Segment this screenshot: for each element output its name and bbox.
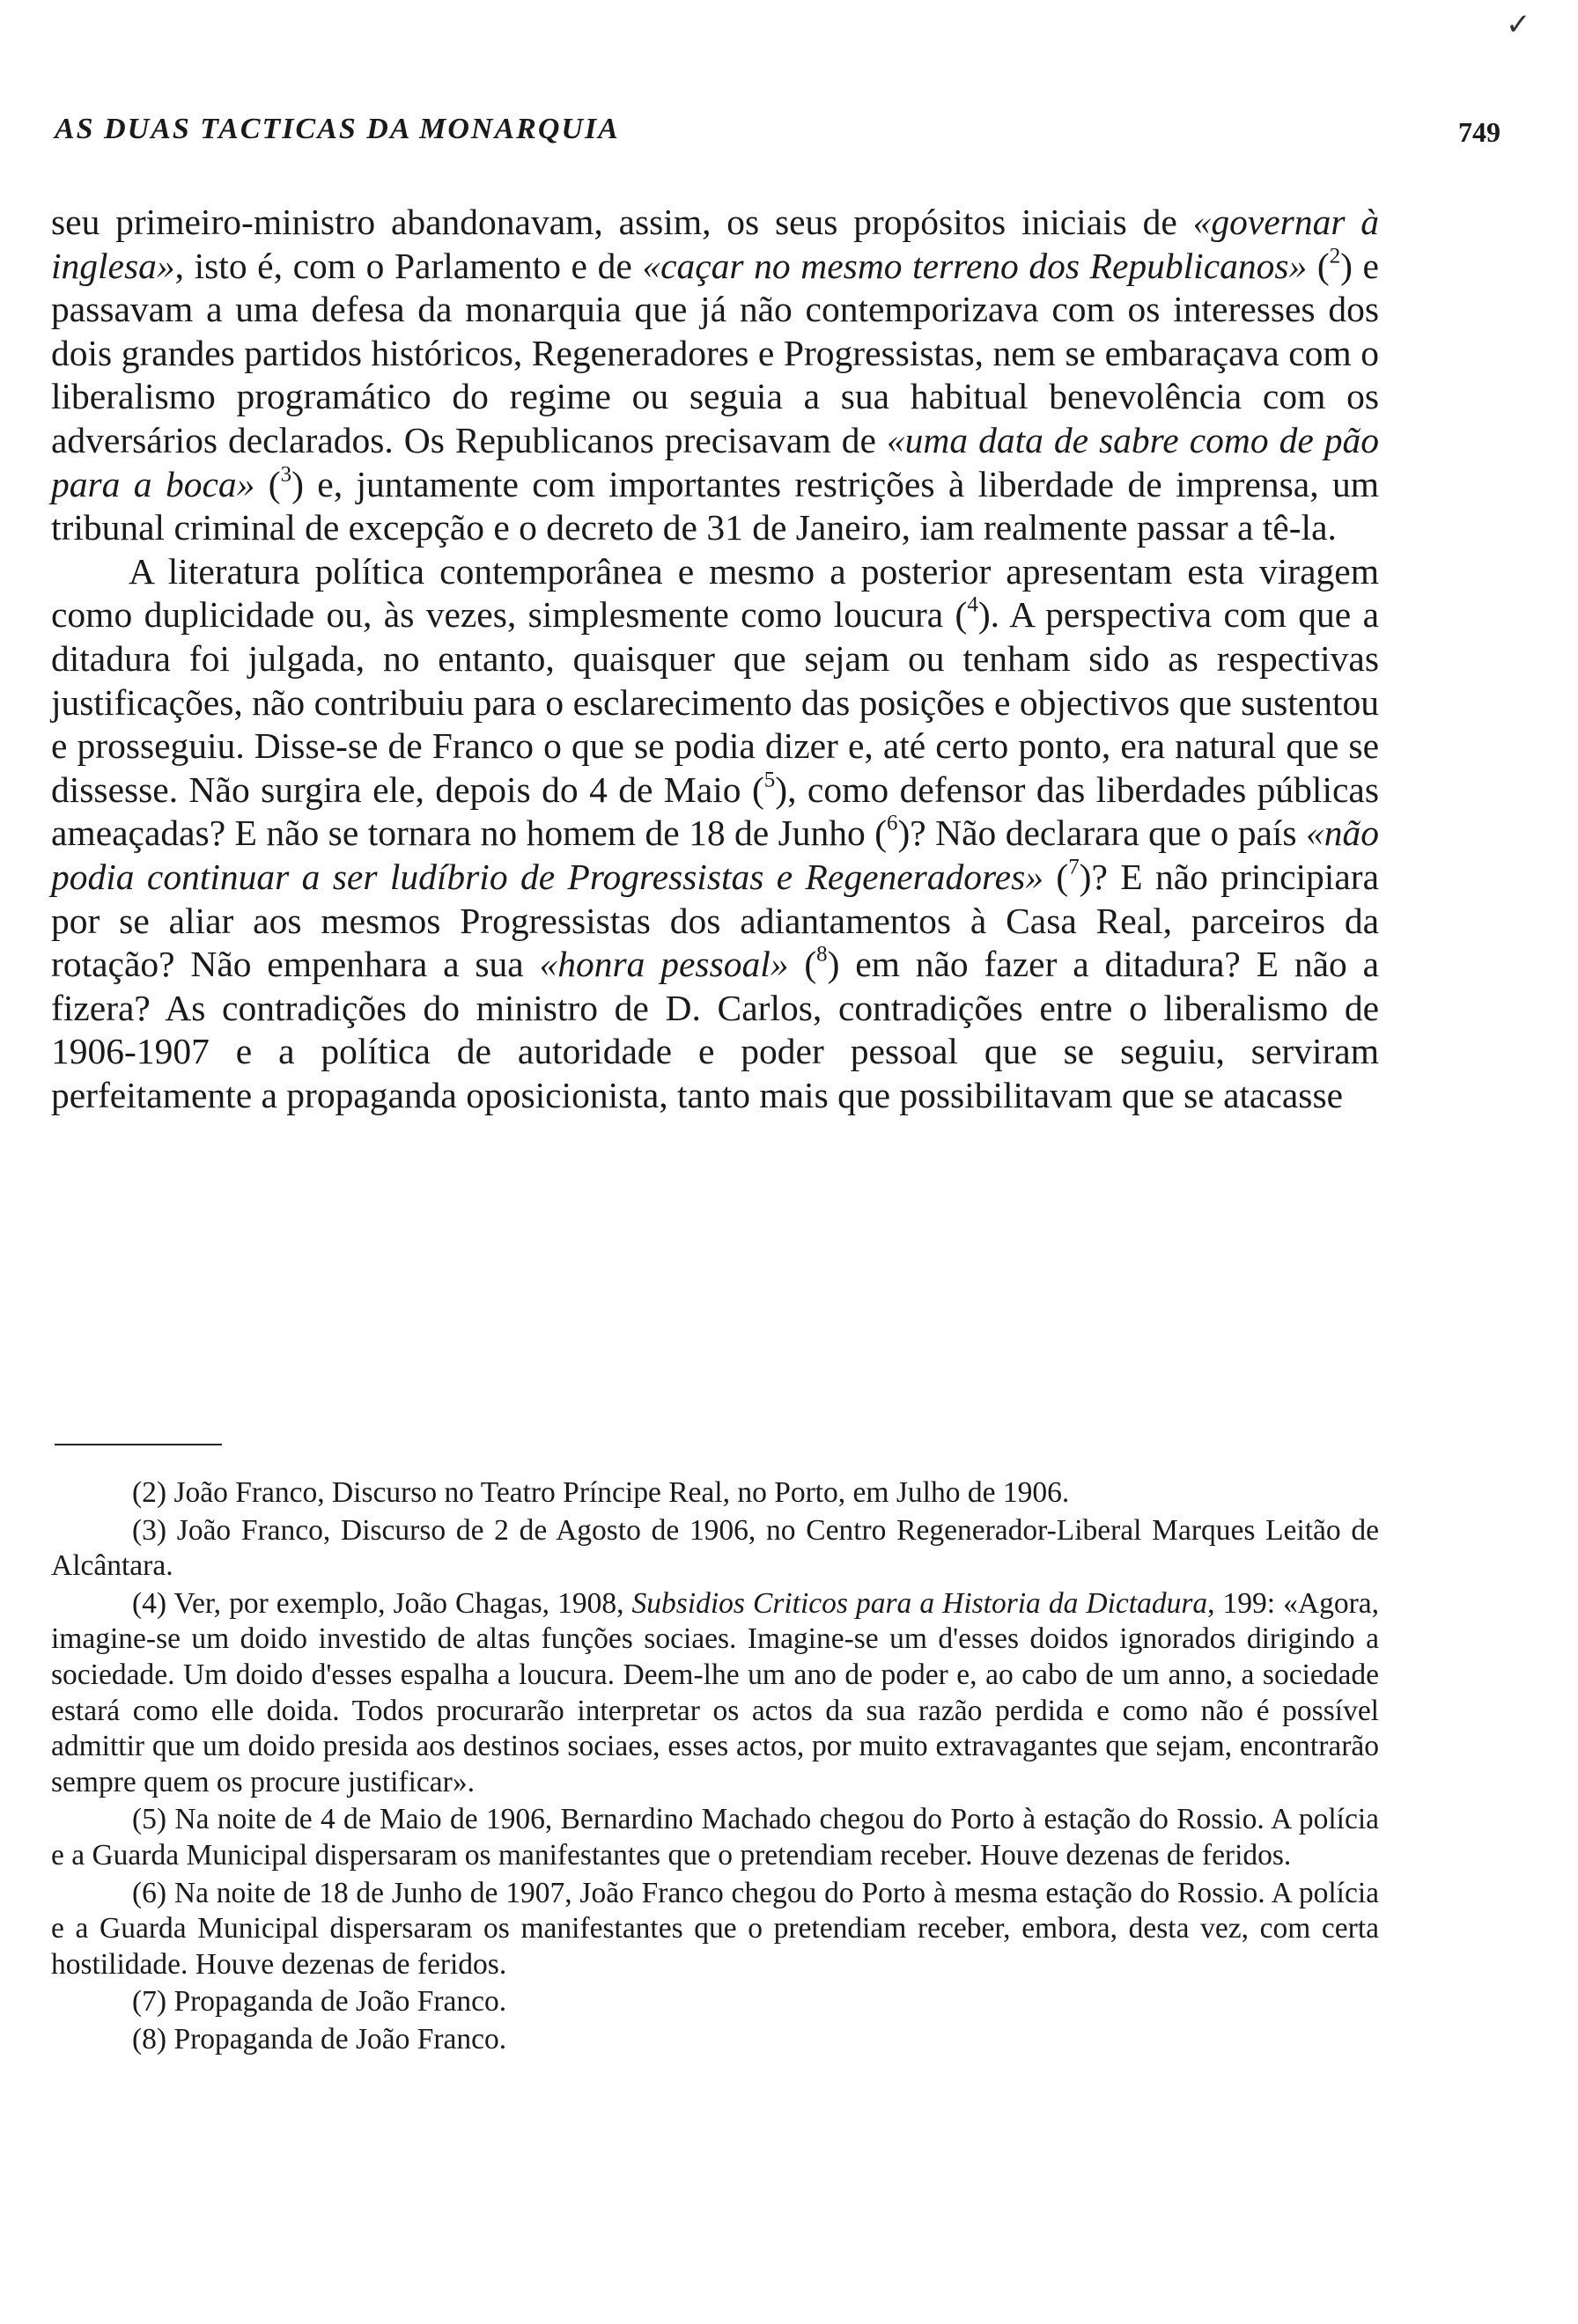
text-run: seu primeiro-ministro abandonavam, assim, os seus propósitos iniciais de [51, 202, 1193, 242]
footnote-text: Na noite de 18 de Junho de 1907, João Franco chegou do Porto à mesma estação do Rossio. A polícia e a Guarda Municipal dispersaram os manifestantes que o pretendiam receber, embora, desta vez, com certa hostilidade. Houve dezenas de feridos. [51, 1876, 1379, 1981]
quote: «honra pessoal» [539, 944, 789, 985]
footnote-text: João Franco, Discurso no Teatro Príncipe Real, no Porto, em Julho de 1906. [173, 1476, 1070, 1509]
footnote-ref: 5 [763, 768, 776, 792]
text-run: , isto é, com o Parlamento e de [174, 245, 643, 286]
footnote-7 [51, 1984, 1379, 2020]
footnote-ref: 3 [280, 462, 292, 487]
footnote-ref: 6 [887, 811, 898, 835]
quote: «caçar no mesmo terreno dos Republicanos» [642, 245, 1308, 286]
footnote-text: , 199: «Agora, imagine-se um doido investido de altas funções sociaes. Imagine-se um d'esses doidos ignorados dirigindo a sociedade. Um doido d'esses espalha a loucura. Deem-lhe um ano de poder e, ao cabo de um anno, a sociedade estará como elle doida. Todos procurarão interpretar os actos da sua razão perdida e como não é possível admittir que um doido presida aos destinos sociaes, esses actos, por muito extravagantes que sejam, encontrarão sempre quem os procure justificar». [51, 1586, 1379, 1798]
quote: «governar à inglesa» [51, 202, 1380, 286]
footnote-mark: (3) [132, 1513, 167, 1547]
text-run: ). A perspectiva com que a ditadura foi julgada, no entanto, quaisquer que sejam ou tenham sido as respectivas justificações, não contribuiu para o esclarecimento das posições e objectivos que sustentou e prosseguiu. Disse-se de Franco o que se podia dizer e, até certo ponto, era natural que se dissesse. Não surgira ele, depois do 4 de Maio ( [51, 594, 1379, 810]
footnote-mark: (6) [132, 1876, 167, 1909]
footnote-text: Na noite de 4 de Maio de 1906, Bernardino Machado chegou do Porto à estação do Rossio. A polícia e a Guarda Municipal dispersaram os manifestantes que o pretendiam receber. Houve dezenas de feridos. [51, 1803, 1379, 1872]
quote: «não podia continuar a ser ludíbrio de Progressistas e Regeneradores» [51, 813, 1379, 897]
footnote-divider [55, 1444, 222, 1445]
footnote-5 [51, 1802, 1379, 1873]
body-text [51, 201, 1379, 1117]
footnote-mark: (8) [132, 2022, 167, 2056]
text-run: ( [788, 944, 817, 985]
paragraph-1 [51, 201, 1379, 550]
footnote-mark: (4) [132, 1586, 167, 1620]
footnote-2 [51, 1475, 1379, 1511]
page-number: 749 [1458, 116, 1501, 148]
footnote-mark: (2) [132, 1476, 167, 1509]
cited-title: Subsidios Criticos para a Historia da Dictadura [631, 1586, 1208, 1620]
footnote-6 [51, 1876, 1379, 1983]
footnote-ref: 7 [1068, 855, 1080, 879]
paragraph-2 [51, 550, 1379, 1118]
footnotes [51, 1475, 1379, 2060]
text-run: ( [254, 463, 281, 504]
footnote-4 [51, 1586, 1379, 1801]
text-run: ) em não fazer a ditadura? E não a fizera? As contradições do ministro de D. Carlos, contradições entre o liberalismo de 1906-1907 e a política de autoridade e poder pessoal que se seguiu, serviram perfeitamente a propaganda oposicionista, tanto mais que possibilitavam que se atacasse [51, 944, 1379, 1115]
footnote-mark: (7) [132, 1985, 167, 2019]
text-run: )? Não declarara que o país [897, 813, 1306, 854]
text-run: ), como defensor das liberdades públicas ameaçadas? E não se tornara no homem de 18 de Junho ( [51, 769, 1379, 854]
corner-check-mark: ✓ [1506, 7, 1531, 42]
text-run: ) e passavam a uma defesa da monarquia que já não contemporizava com os interesses dos dois grandes partidos históricos, Regeneradores e Progressistas, nem se embaraçava com o liberalismo programático do regime ou seguia a sua habitual benevolência com os adversários declarados. Os Republicanos precisavam de [51, 245, 1379, 460]
footnote-text: Propaganda de João Franco. [173, 2022, 507, 2056]
footnote-3 [51, 1513, 1379, 1585]
text-run: )? E não principiara por se aliar aos mesmos Progressistas dos adiantamentos à Casa Real, parceiros da rotação? Não empenhara a sua [51, 856, 1379, 985]
footnote-text: Ver, por exemplo, João Chagas, 1908, [173, 1586, 632, 1620]
footnote-8 [51, 2022, 1379, 2058]
footnote-ref: 2 [1329, 244, 1341, 268]
footnote-ref: 8 [816, 942, 828, 967]
footnote-text: João Franco, Discurso de 2 de Agosto de 1906, no Centro Regenerador-Liberal Marques Leitão de Alcântara. [51, 1513, 1379, 1583]
footnote-ref: 4 [967, 592, 978, 617]
text-run: ) e, juntamente com importantes restrições à liberdade de imprensa, um tribunal criminal de excepção e o decreto de 31 de Janeiro, iam realmente passar a tê-la. [51, 463, 1380, 548]
footnote-text: Propaganda de João Franco. [173, 1985, 507, 2019]
running-head [55, 113, 1501, 165]
text-run: A literatura política contemporânea e mesmo a posterior apresentam esta viragem como duplicidade ou, às vezes, simplesmente como loucura ( [51, 550, 1379, 636]
quote: «uma data de sabre como de pão para a boca» [51, 419, 1379, 504]
text-run: ( [1307, 245, 1330, 286]
running-title: AS DUAS TACTICAS DA MONARQUIA [55, 113, 620, 145]
footnote-mark: (5) [132, 1803, 167, 1836]
text-run: ( [1043, 856, 1069, 897]
